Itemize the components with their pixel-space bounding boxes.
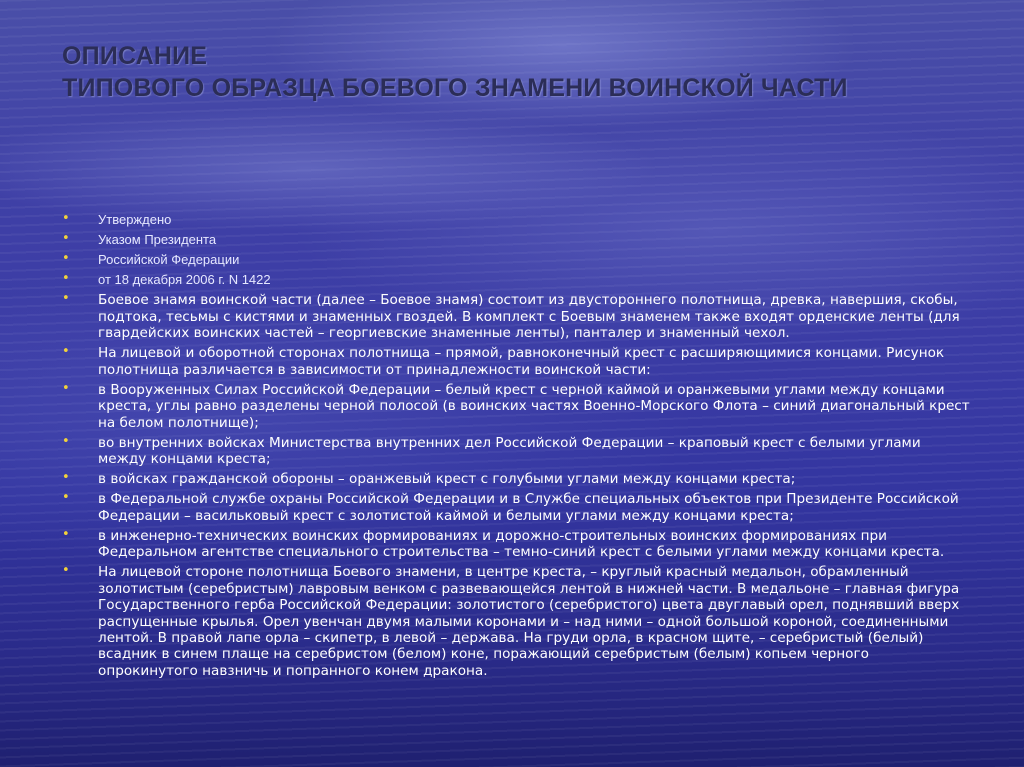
- bullet-dot-icon: •: [62, 433, 70, 449]
- list-item-text: в войсках гражданской обороны – оранжевый крест с голубыми углами между концами креста;: [98, 471, 796, 488]
- bullet-list: [62, 212, 972, 683]
- list-item-text: Утверждено: [98, 212, 172, 227]
- bullet-dot-icon: •: [62, 291, 70, 307]
- list-item: [62, 345, 972, 378]
- list-item-text: На лицевой стороне полотнища Боевого знамени, в центре креста, – круглый красный медальон, обрамленный золотистым (серебристым) лавровым венком с развевающейся лентой в нижней части. В медальоне – главная фигура Государственного герба Российской Федерации: золотистого (серебристого) цвета двуглавый орел, поднявший вверх распущенные крылья. Орел увенчан двумя малыми коронами и – над ними – одной большой короной, соединенными лентой. В правой лапе орла – скипетр, в левой – держава. На груди орла, в красном щите, – серебристый (белый) всадник в синем плаще на серебристом (белом) коне, поражающий серебристым (белым) копьем черного опрокинутого навзничь и попранного конем дракона.: [98, 564, 960, 679]
- list-item: [62, 272, 972, 288]
- list-item: [62, 232, 972, 248]
- bullet-dot-icon: •: [62, 211, 70, 226]
- bullet-dot-icon: •: [62, 526, 70, 542]
- bullet-dot-icon: •: [62, 470, 70, 486]
- bullet-dot-icon: •: [62, 251, 70, 267]
- list-item-text: в Вооруженных Силах Российской Федерации – белый крест с черной каймой и оранжевыми углами между концами креста, углы равно разделены черной полосой (в воинских частях Военно-Морского Флота – синий диагональный крест на белом полотнище);: [98, 381, 970, 431]
- title-line-2: ТИПОВОГО ОБРАЗЦА БОЕВОГО ЗНАМЕНИ ВОИНСКОЙ ЧАСТИ: [62, 74, 848, 102]
- bullet-dot-icon: •: [62, 380, 70, 396]
- list-item-text: Российской Федерации: [98, 252, 240, 268]
- list-item: [62, 528, 972, 561]
- list-item: [62, 471, 972, 487]
- bullet-dot-icon: •: [62, 231, 70, 247]
- list-item-text: Боевое знамя воинской части (далее – Боевое знамя) состоит из двустороннего полотнища, древка, навершия, скобы, подтока, тесьмы с кистями и знаменных гвоздей. В комплект с Боевым знаменем также входят орденские ленты (для гвардейских воинских частей – георгиевские знаменные ленты), панталер и знаменный чехол.: [98, 292, 960, 342]
- bullet-dot-icon: •: [62, 490, 70, 506]
- bullet-dot-icon: •: [62, 271, 70, 287]
- list-item-text: в Федеральной службе охраны Российской Федерации и в Службе специальных объектов при Президенте Российской Федерации – васильковый крест с золотистой каймой и белыми углами между концами креста;: [98, 491, 959, 524]
- list-item: [62, 491, 972, 524]
- bullet-dot-icon: •: [62, 563, 70, 579]
- list-item: [62, 435, 972, 468]
- title-line-1: ОПИСАНИЕ: [62, 42, 208, 70]
- list-item: [62, 382, 972, 431]
- page-title: [62, 40, 962, 104]
- list-item-text: в инженерно-технических воинских формированиях и дорожно-строительных воинских формированиях при Федеральном агентстве специального строительства – темно-синий крест с белыми углами между концами креста.: [98, 527, 945, 561]
- list-item-text: На лицевой и оборотной сторонах полотнища – прямой, равноконечный крест с расширяющимися концами. Рисунок полотнища различается в зависимости от принадлежности воинской части:: [98, 345, 945, 378]
- list-item: [62, 252, 972, 268]
- bullet-dot-icon: •: [62, 344, 70, 360]
- list-item-text: во внутренних войсках Министерства внутренних дел Российской Федерации – краповый крест с белыми углами между концами креста;: [98, 434, 921, 468]
- list-item: [62, 564, 972, 679]
- list-item: [62, 292, 972, 341]
- list-item-text: от 18 декабря 2006 г. N 1422: [98, 272, 271, 288]
- list-item: [62, 212, 972, 228]
- list-item-text: Указом Президента: [98, 232, 217, 248]
